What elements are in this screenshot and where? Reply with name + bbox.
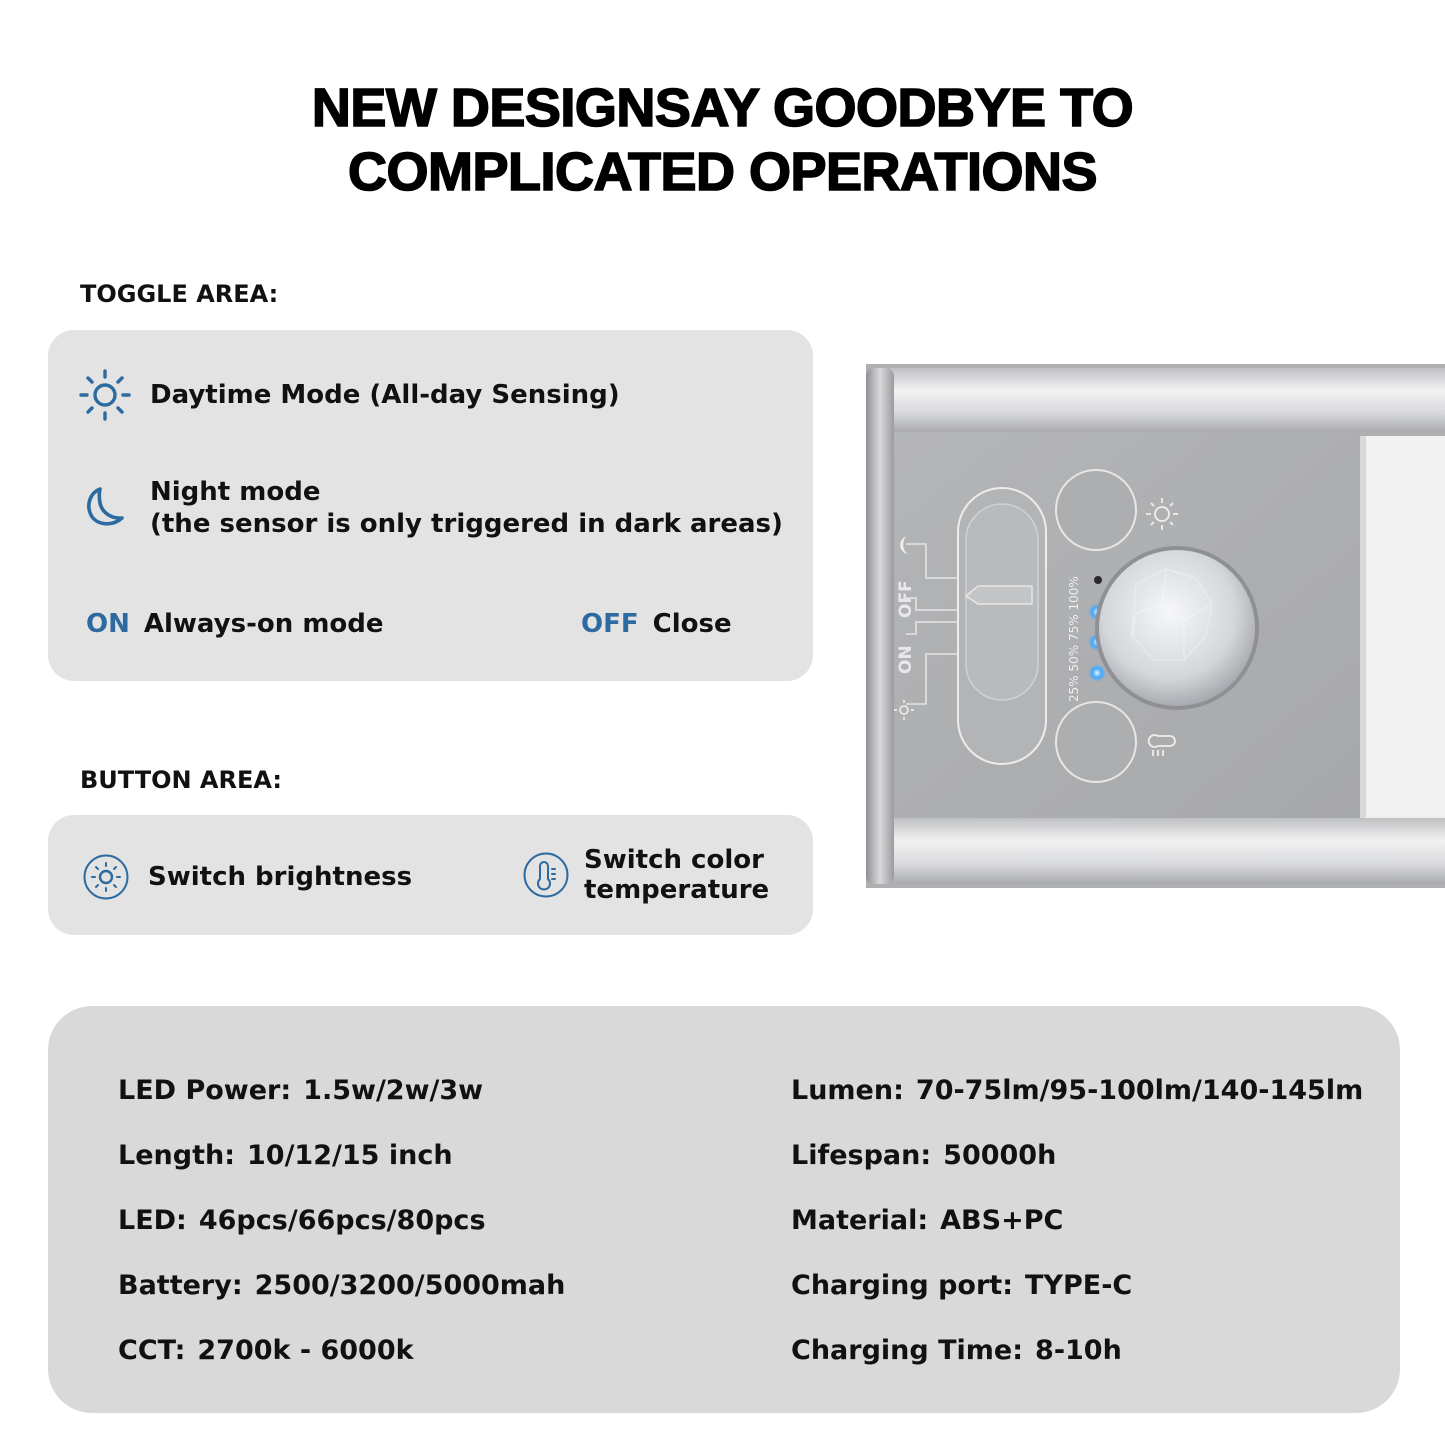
- title-line-1: NEW DESIGNSAY GOODBYE TO: [311, 78, 1134, 138]
- switch-color-temp-line1: Switch color: [584, 845, 764, 875]
- on-mode-text: Always-on mode: [143, 609, 384, 639]
- spec-lifespan: Lifespan: 50000h: [791, 1140, 1057, 1171]
- night-mode-title: Night mode: [150, 477, 321, 507]
- specs-left-column: [118, 1058, 565, 1383]
- device-control-panel-image: [866, 364, 1445, 888]
- spec-cct: CCT: 2700k - 6000k: [118, 1335, 414, 1366]
- brightness-circle-icon: [82, 853, 130, 901]
- spec-lumen: Lumen: 70-75lm/95-100lm/140-145lm: [791, 1075, 1364, 1106]
- title-line-2: COMPLICATED OPERATIONS: [347, 142, 1097, 202]
- spec-material: Material: ABS+PC: [791, 1205, 1064, 1236]
- off-mode-text: Close: [652, 609, 732, 639]
- on-tag: ON: [86, 609, 130, 639]
- sun-icon: [78, 368, 132, 422]
- spec-battery: Battery: 2500/3200/5000mah: [118, 1270, 566, 1301]
- night-mode-item: [82, 476, 783, 540]
- off-tag: OFF: [581, 609, 639, 639]
- switch-color-temp-line2: temperature: [584, 875, 770, 905]
- off-mode-item: [581, 608, 732, 640]
- spec-charging-time: Charging Time: 8-10h: [791, 1335, 1122, 1366]
- on-mode-item: [86, 608, 384, 640]
- specs-right-column: [791, 1058, 1363, 1383]
- switch-on-label: ON: [896, 645, 916, 674]
- toggle-area-panel: [48, 330, 813, 681]
- svg-text:25% 50% 75% 100%: 25% 50% 75% 100%: [1067, 576, 1081, 702]
- night-mode-desc: (the sensor is only triggered in dark areas): [150, 509, 783, 539]
- button-area-panel: [48, 815, 813, 935]
- spec-led-power: LED Power: 1.5w/2w/3w: [118, 1075, 484, 1106]
- spec-length: Length: 10/12/15 inch: [118, 1140, 453, 1171]
- switch-color-temp-item: [522, 845, 769, 905]
- spec-charging-port: Charging port: TYPE-C: [791, 1270, 1133, 1301]
- switch-off-label: OFF: [896, 580, 916, 618]
- moon-icon: [82, 483, 132, 533]
- button-area-label: BUTTON AREA:: [80, 766, 282, 794]
- daytime-mode-text: Daytime Mode (All-day Sensing): [150, 380, 620, 410]
- thermometer-circle-icon: [522, 851, 570, 899]
- daytime-mode-item: [78, 368, 620, 422]
- switch-brightness-item: [82, 853, 412, 901]
- switch-brightness-text: Switch brightness: [148, 862, 413, 892]
- page-title: [0, 76, 1445, 204]
- spec-led-count: LED: 46pcs/66pcs/80pcs: [118, 1205, 486, 1236]
- toggle-area-label: TOGGLE AREA:: [80, 280, 279, 308]
